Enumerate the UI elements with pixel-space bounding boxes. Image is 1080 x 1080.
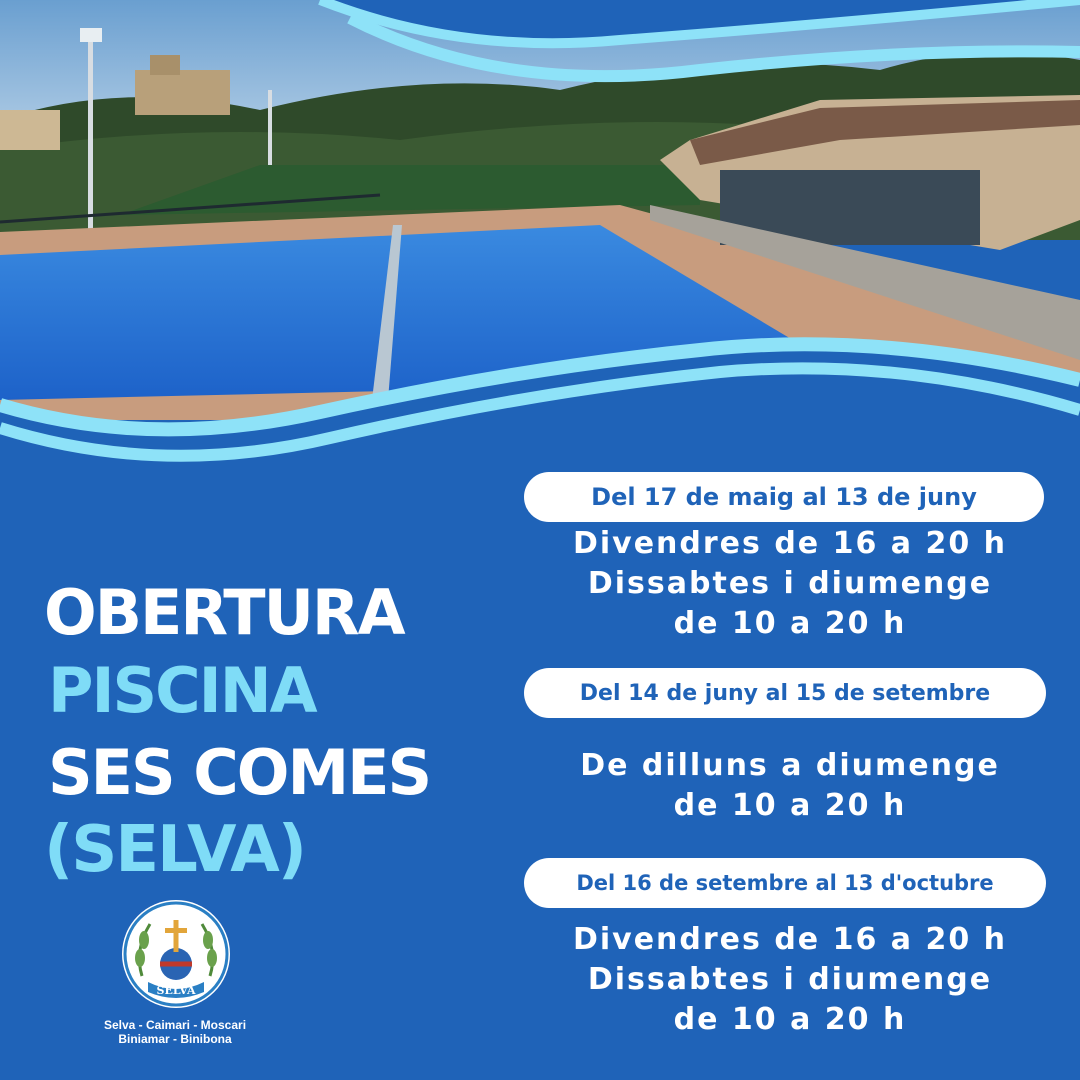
title-line-selva: (SELVA) bbox=[44, 813, 305, 887]
period-1-hours-line: Dissabtes i diumenge bbox=[587, 566, 993, 601]
towns-line: Biniamar - Binibona bbox=[118, 1032, 232, 1046]
period-3-hours-line: Dissabtes i diumenge bbox=[587, 962, 993, 997]
period-1-dates: Del 17 de maig al 13 de juny bbox=[524, 472, 1044, 522]
period-1-hours bbox=[520, 524, 1060, 644]
period-1-hours-line: de 10 a 20 h bbox=[673, 606, 907, 641]
selva-municipal-logo bbox=[120, 898, 232, 1010]
period-3-hours-line: de 10 a 20 h bbox=[673, 1002, 907, 1037]
period-2-dates: Del 14 de juny al 15 de setembre bbox=[524, 668, 1046, 718]
period-2-hours bbox=[520, 746, 1060, 826]
period-3-hours bbox=[520, 920, 1060, 1040]
period-2-hours-line: De dilluns a diumenge bbox=[580, 748, 1000, 783]
period-3-hours-line: Divendres de 16 a 20 h bbox=[572, 922, 1008, 957]
towns-line: Selva - Caimari - Moscari bbox=[103, 1018, 247, 1032]
title-line-ses-comes: SES COMES bbox=[48, 736, 431, 809]
title-line-obertura: OBERTURA bbox=[44, 576, 404, 649]
towns-list bbox=[70, 1018, 280, 1046]
period-2-hours-line: de 10 a 20 h bbox=[673, 788, 907, 823]
period-3-dates: Del 16 de setembre al 13 d'octubre bbox=[524, 858, 1046, 908]
logo-selva-text: SELVA bbox=[156, 984, 196, 997]
title-line-piscina: PISCINA bbox=[48, 654, 316, 727]
period-1-hours-line: Divendres de 16 a 20 h bbox=[572, 526, 1008, 561]
